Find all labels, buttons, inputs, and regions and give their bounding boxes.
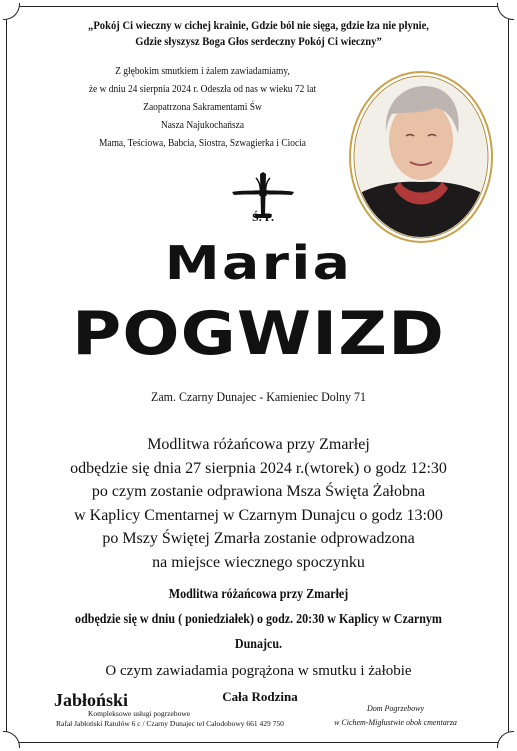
funeral-home-location [318,702,473,730]
deceased-first-name: Maria [164,236,353,290]
announcement-line: Nasza Najukochańsza [160,120,245,131]
funeral-home-address: Rafał Jabłoński Ratułów 6 c / Czarny Dunajec tel Całodobowy 661 429 750 [56,719,284,728]
service-line: odbędzie się dnia 27 sierpnia 2024 r.(wtorek) o godz 12:30 [70,459,447,477]
announcement-line: Z głębokim smutkiem i żalem zawiadamiamy, [115,66,290,77]
service-line: na miejsce wiecznego spoczynku [152,553,365,571]
funeral-service-details [20,433,497,574]
mourning-notice: O czym zawiadamia pogrążona w smutku i żałobie [105,663,412,679]
memorial-quote [67,18,451,50]
home-line-2: w Cichem-Migłustwie obok cmentarza [334,718,457,727]
service-line: po czym zostanie odprawiona Msza Święta Żałobna [91,483,426,500]
death-announcement [83,63,322,153]
funeral-home-subtitle: Kompleksowe usługi pogrzebowe [88,709,191,718]
announcement-line: Mama, Teściowa, Babcia, Siostra, Szwagierka i Ciocia [98,138,307,149]
service-line: Modlitwa różańcowa przy Zmarłej [147,436,370,453]
rosary-line-1: Modlitwa różańcowa przy Zmarłej [168,587,349,602]
home-line-1: Dom Pogrzebowy [366,704,425,713]
portrait-photo [346,70,496,245]
family-signature: Cała Rodzina [222,689,298,704]
announcement-line: Zaopatrzona Sakramentami Św [143,102,262,113]
sp-label: Ś. P. [252,210,274,224]
announcement-line: że w dniu 24 sierpnia 2024 r. Odeszła od nas w wieku 72 lat [88,84,317,95]
funeral-home-logo [54,691,234,718]
residence-address: Zam. Czarny Dunajec - Kamieniec Dolny 71 [151,389,366,404]
service-line: po Mszy Świętej Zmarła zostanie odprowadzona [102,530,415,547]
deceased-last-name: POGWIZD [71,299,445,369]
quote-line-1: „Pokój Ci wieczny w cichej krainie, Gdzie ból nie sięga, gdzie łza nie płynie, [88,20,429,32]
rosary-prayer-notice [53,582,463,657]
quote-line-2: Gdzie słyszysz Boga Głos serdeczny Pokój Ci wieczny” [135,36,382,48]
service-line: w Kaplicy Cmentarnej w Czarnym Dunajcu o godz 13:00 [74,506,443,524]
funeral-home-name: Jabłoński [54,690,129,710]
rosary-line-2: odbędzie się w dniu ( poniedziałek) o godz. 20:30 w Kaplicy w Czarnym Dunajcu. [75,612,442,652]
